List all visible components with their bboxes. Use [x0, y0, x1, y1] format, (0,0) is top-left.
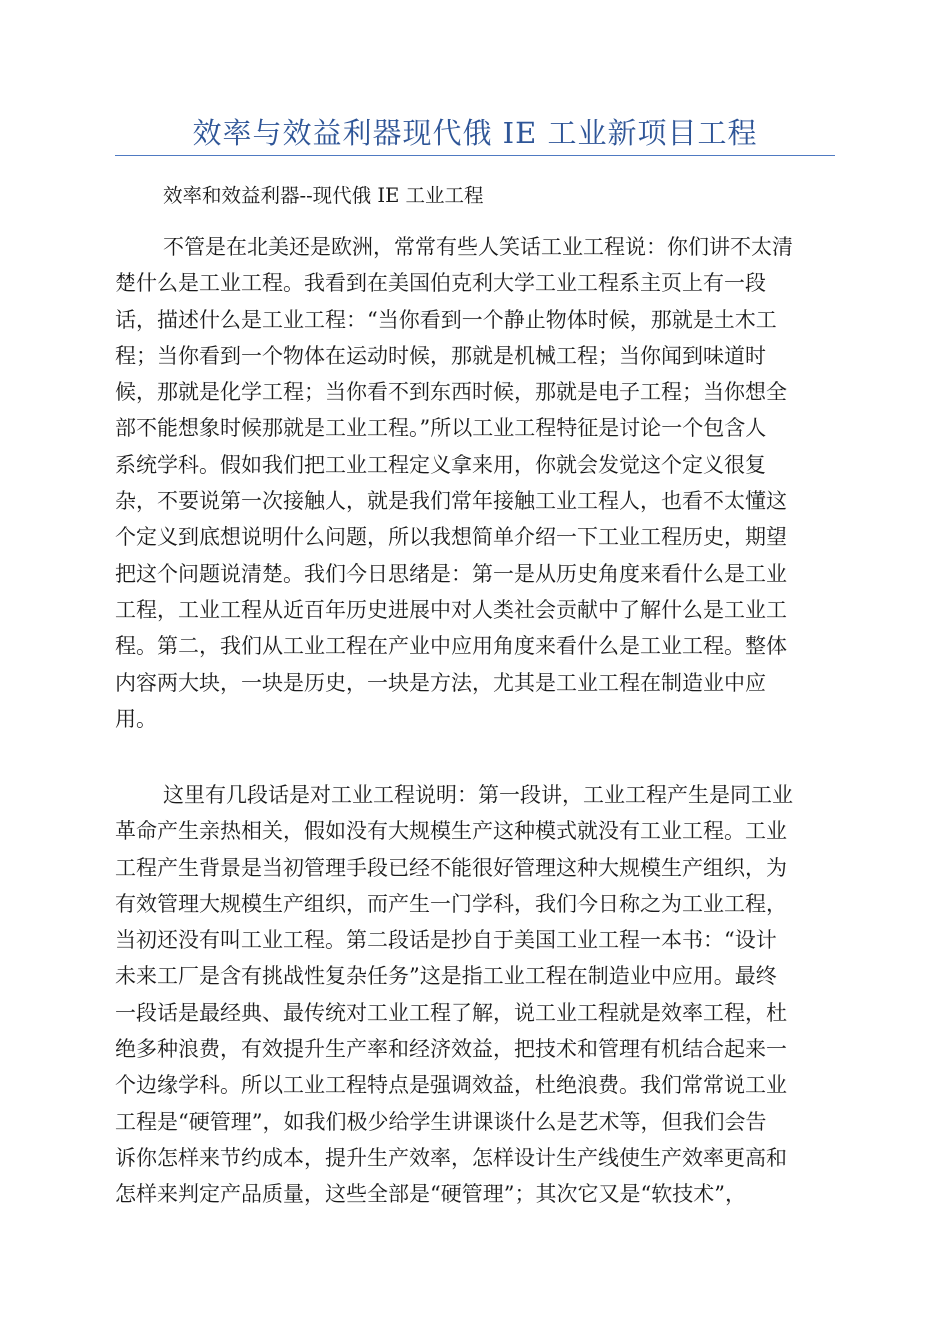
document-subtitle: 效率和效益利器--现代俄 IE 工业工程 [163, 184, 484, 207]
paragraph-line: 工程产生背景是当初管理手段已经不能很好管理这种大规模生产组织，为 [115, 855, 787, 880]
paragraph-line: 候，那就是化学工程；当你看不到东西时候，那就是电子工程；当你想全 [115, 380, 787, 405]
paragraph-line: 系统学科。假如我们把工业工程定义拿来用，你就会发觉这个定义很复 [115, 452, 766, 477]
paragraph-line: 有效管理大规模生产组织，而产生一门学科，我们今日称之为工业工程， [115, 891, 787, 916]
paragraph-line: 话，描述什么是工业工程：“当你看到一个静止物体时候，那就是土木工 [115, 307, 777, 332]
paragraph-line: 部不能想象时候那就是工业工程。”所以工业工程特征是讨论一个包含人 [115, 416, 767, 441]
body-paragraph-2 [115, 777, 835, 1213]
paragraph-line: 楚什么是工业工程。我看到在美国伯克利大学工业工程系主页上有一段 [115, 271, 766, 296]
paragraph-line: 杂，不要说第一次接触人，就是我们常年接触工业工程人，也看不太懂这 [115, 489, 787, 514]
paragraph-line: 工程，工业工程从近百年历史进展中对人类社会贡献中了解什么是工业工 [115, 597, 787, 622]
paragraph-line: 当初还没有叫工业工程。第二段话是抄自于美国工业工程一本书：“设计 [115, 928, 777, 953]
paragraph-line: 诉你怎样来节约成本，提升生产效率，怎样设计生产线使生产效率更高和 [115, 1145, 787, 1170]
paragraph-line: 程；当你看到一个物体在运动时候，那就是机械工程；当你闻到味道时 [115, 343, 766, 368]
paragraph-line: 怎样来判定产品质量，这些全部是“硬管理”；其次它又是“软技术”， [115, 1182, 746, 1207]
paragraph-line: 内容两大块，一块是历史，一块是方法，尤其是工业工程在制造业中应 [115, 670, 766, 695]
paragraph-line: 这里有几段话是对工业工程说明：第一段讲，工业工程产生是同工业 [163, 783, 793, 807]
body-paragraph-1 [115, 229, 835, 737]
paragraph-line: 革命产生亲热相关，假如没有大规模生产这种模式就没有工业工程。工业 [115, 819, 787, 844]
paragraph-line: 一段话是最经典、最传统对工业工程了解，说工业工程就是效率工程，杜 [115, 1000, 787, 1025]
paragraph-line: 未来工厂是含有挑战性复杂任务”这是指工业工程在制造业中应用。最终 [115, 964, 777, 989]
paragraph-line: 把这个问题说清楚。我们今日思绪是：第一是从历史角度来看什么是工业 [115, 561, 787, 586]
paragraph-line: 程。第二，我们从工业工程在产业中应用角度来看什么是工业工程。整体 [115, 634, 787, 659]
paragraph-line: 个边缘学科。所以工业工程特点是强调效益，杜绝浪费。我们常常说工业 [115, 1073, 787, 1098]
paragraph-line: 不管是在北美还是欧洲，常常有些人笑话工业工程说：你们讲不太清 [163, 235, 793, 259]
paragraph-line: 个定义到底想说明什么问题，所以我想简单介绍一下工业工程历史，期望 [115, 525, 787, 550]
paragraph-line: 工程是“硬管理”，如我们极少给学生讲课谈什么是艺术等，但我们会告 [115, 1109, 767, 1134]
paragraph-line: 用。 [115, 706, 157, 731]
paragraph-line: 绝多种浪费，有效提升生产率和经济效益，把技术和管理有机结合起来一 [115, 1037, 787, 1062]
title-underline [115, 155, 835, 156]
document-title: 效率与效益利器现代俄 IE 工业新项目工程 [192, 116, 758, 150]
